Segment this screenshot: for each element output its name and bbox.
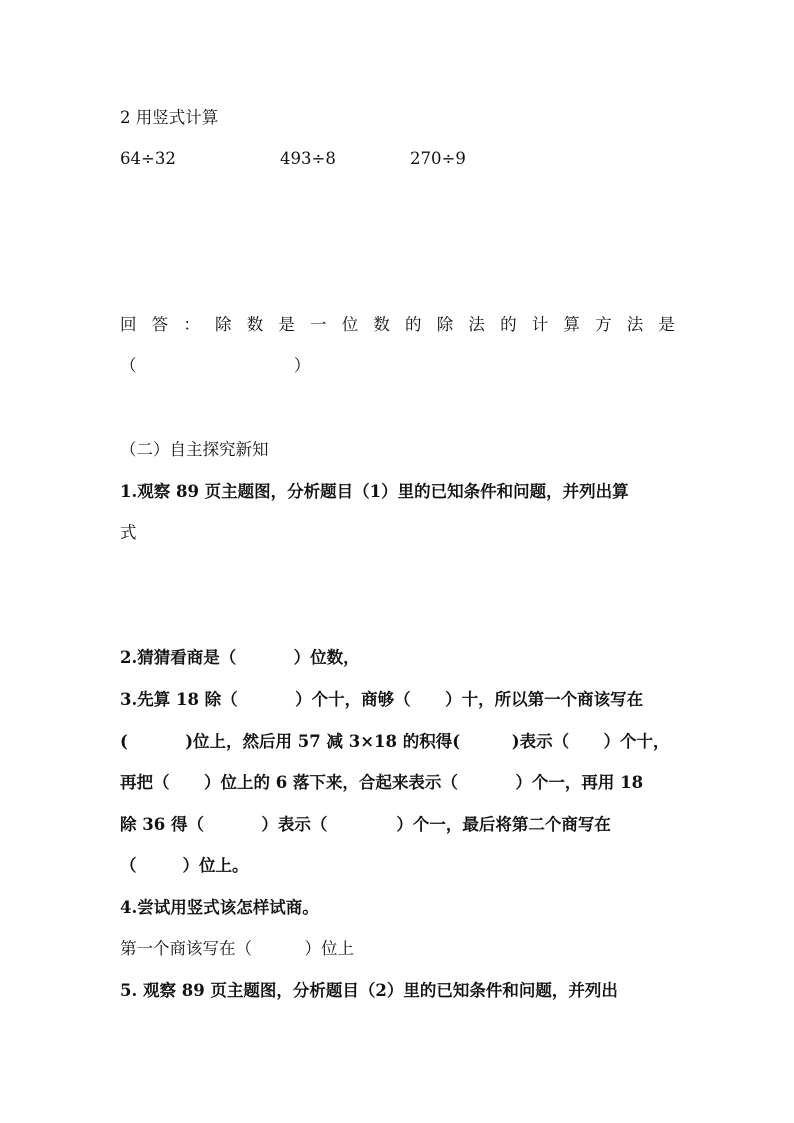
- calc-problem-1: 64÷32: [120, 149, 176, 168]
- question-3-line-5: （ ）位上。: [120, 856, 249, 875]
- vertical-calc-heading: 2 用竖式计算: [120, 108, 219, 127]
- answer-line-char: 算: [563, 315, 580, 334]
- question-1-line-1: 1.观察 89 页主题图，分析题目（1）里的已知条件和问题，并列出算: [120, 482, 629, 501]
- question-4-sub: 第一个商该写在（ ）位上: [120, 939, 354, 958]
- calc-problem-3: 270÷9: [410, 149, 466, 168]
- answer-line-char: 法: [468, 315, 485, 334]
- answer-line-char: 的: [500, 315, 517, 334]
- answer-line-char: 是: [278, 315, 295, 334]
- section-title: （二）自主探究新知: [120, 440, 269, 459]
- answer-line-char: 是: [658, 315, 675, 334]
- answer-line-char: 回: [120, 315, 137, 334]
- question-1-line-2: 式: [120, 523, 137, 542]
- question-3-line-4: 除 36 得（ ）表示（ ）个一，最后将第二个商写在: [120, 815, 611, 834]
- answer-line-char: 法: [626, 315, 644, 334]
- question-3-line-2: ( )位上，然后用 57 减 3×18 的积得( )表示（ ）个十，: [120, 732, 670, 751]
- answer-line-char: 除: [215, 315, 232, 334]
- question-2: 2.猜猜看商是（ ）位数，: [120, 648, 360, 667]
- question-3-line-1: 3.先算 18 除（ ）个十，商够（ ）十，所以第一个商该写在: [120, 690, 644, 709]
- question-4: 4.尝试用竖式该怎样试商。: [120, 898, 319, 917]
- answer-line-char: 方: [595, 315, 612, 334]
- answer-line-char: 除: [436, 315, 454, 334]
- question-5: 5. 观察 89 页主题图，分析题目（2）里的已知条件和问题，并列出: [120, 981, 618, 1000]
- answer-line-char: 位: [341, 315, 359, 334]
- answer-line-char: 答: [151, 315, 169, 334]
- answer-line-char: 一: [310, 315, 327, 334]
- answer-line-char: 数: [246, 315, 264, 334]
- calc-problem-2: 493÷8: [280, 149, 336, 168]
- question-3-line-3: 再把（ ）位上的 6 落下来，合起来表示（ ）个一，再用 18: [120, 773, 644, 792]
- answer-blank: （ ）: [120, 356, 311, 375]
- answer-line-char: ：: [183, 315, 200, 334]
- answer-question-line: [120, 313, 675, 337]
- answer-line-char: 计: [531, 315, 549, 334]
- answer-line-char: 的: [405, 315, 422, 334]
- answer-line-char: 数: [373, 315, 390, 334]
